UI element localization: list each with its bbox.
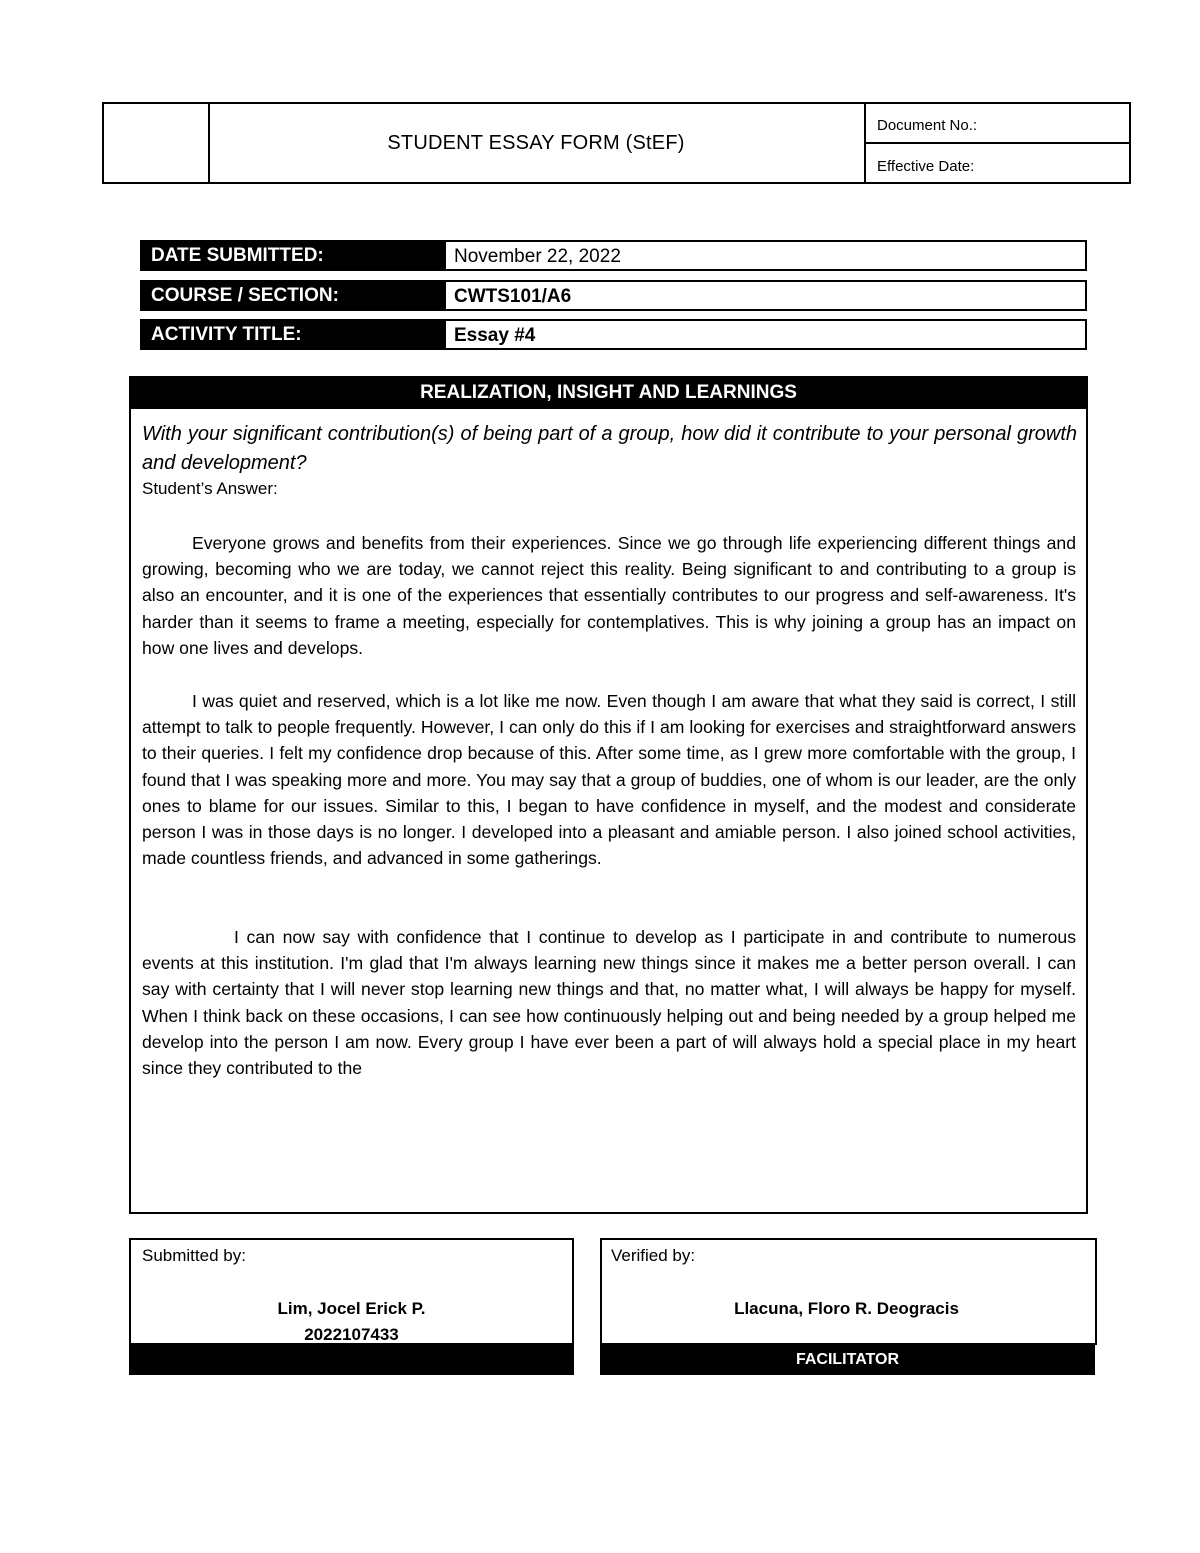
logo-cell bbox=[102, 102, 210, 184]
answer-paragraph: I was quiet and reserved, which is a lot like me now. Even though I am aware that what they said is correct, I still attempt to talk to people frequently. However, I can only do this if I am looking for exercises and straightforward answers to their queries. I felt my confidence drop because of this. After some time, as I grew more comfortable with the group, I found that I was speaking more and more. You may say that a group of buddies, one of whom is our leader, are the only ones to blame for our issues. Similar to this, I began to have confidence in myself, and the modest and considerate person I was in those days is no longer. I developed into a pleasant and amiable person. I also joined school activities, made countless friends, and advanced in some gatherings. bbox=[142, 691, 1076, 869]
answer-label: Student’s Answer: bbox=[142, 479, 278, 498]
answer-paragraph: I can now say with confidence that I continue to develop as I participate in and contribute to numerous events at this institution. I'm glad that I'm always learning new things since it makes me a better person overall. I can say with certainty that I will never stop learning new things and that, no matter what, I will always be happy for myself. When I think back on these occasions, I can see how continuously helping out and being needed by a group helped me develop into the person I am now. Every group I have ever been a part of will always hold a special place in my heart since they contributed to the bbox=[142, 927, 1076, 1079]
effective-date-field: Effective Date: bbox=[864, 142, 1131, 184]
form-title: STUDENT ESSAY FORM (StEF) bbox=[208, 102, 866, 184]
activity-title-value: Essay #4 bbox=[442, 319, 1087, 350]
answer-paragraph: Everyone grows and benefits from their experiences. Since we go through life experiencing different things and growing, becoming who we are today, we cannot reject this reality. Being significant to and contributing to a group is also an encounter, and it is one of the experiences that essentially contributes to our progress and self-awareness. It's harder than it seems to frame a meeting, especially for contemplatives. This is why joining a group has an impact on how one lives and develops. bbox=[142, 533, 1076, 658]
verified-by-label: Verified by: bbox=[611, 1246, 696, 1265]
date-submitted-value: November 22, 2022 bbox=[442, 240, 1087, 271]
submitted-footer-bar bbox=[129, 1345, 574, 1375]
course-section-label: COURSE / SECTION: bbox=[140, 280, 446, 311]
submitter-id: 2022107433 bbox=[304, 1325, 399, 1344]
facilitator-bar: FACILITATOR bbox=[600, 1345, 1095, 1375]
essay-question: With your significant contribution(s) of being part of a group, how did it contribute to your personal growth and development? bbox=[142, 423, 1077, 474]
course-section-value: CWTS101/A6 bbox=[442, 280, 1087, 311]
section-heading: REALIZATION, INSIGHT AND LEARNINGS bbox=[129, 376, 1088, 409]
submitted-by-label: Submitted by: bbox=[142, 1246, 246, 1265]
submitter-name: Lim, Jocel Erick P. bbox=[277, 1299, 426, 1318]
activity-title-label: ACTIVITY TITLE: bbox=[140, 319, 446, 350]
document-no-field: Document No.: bbox=[864, 102, 1131, 144]
verifier-name: Llacuna, Floro R. Deogracis bbox=[734, 1299, 959, 1318]
date-submitted-label: DATE SUBMITTED: bbox=[140, 240, 446, 271]
